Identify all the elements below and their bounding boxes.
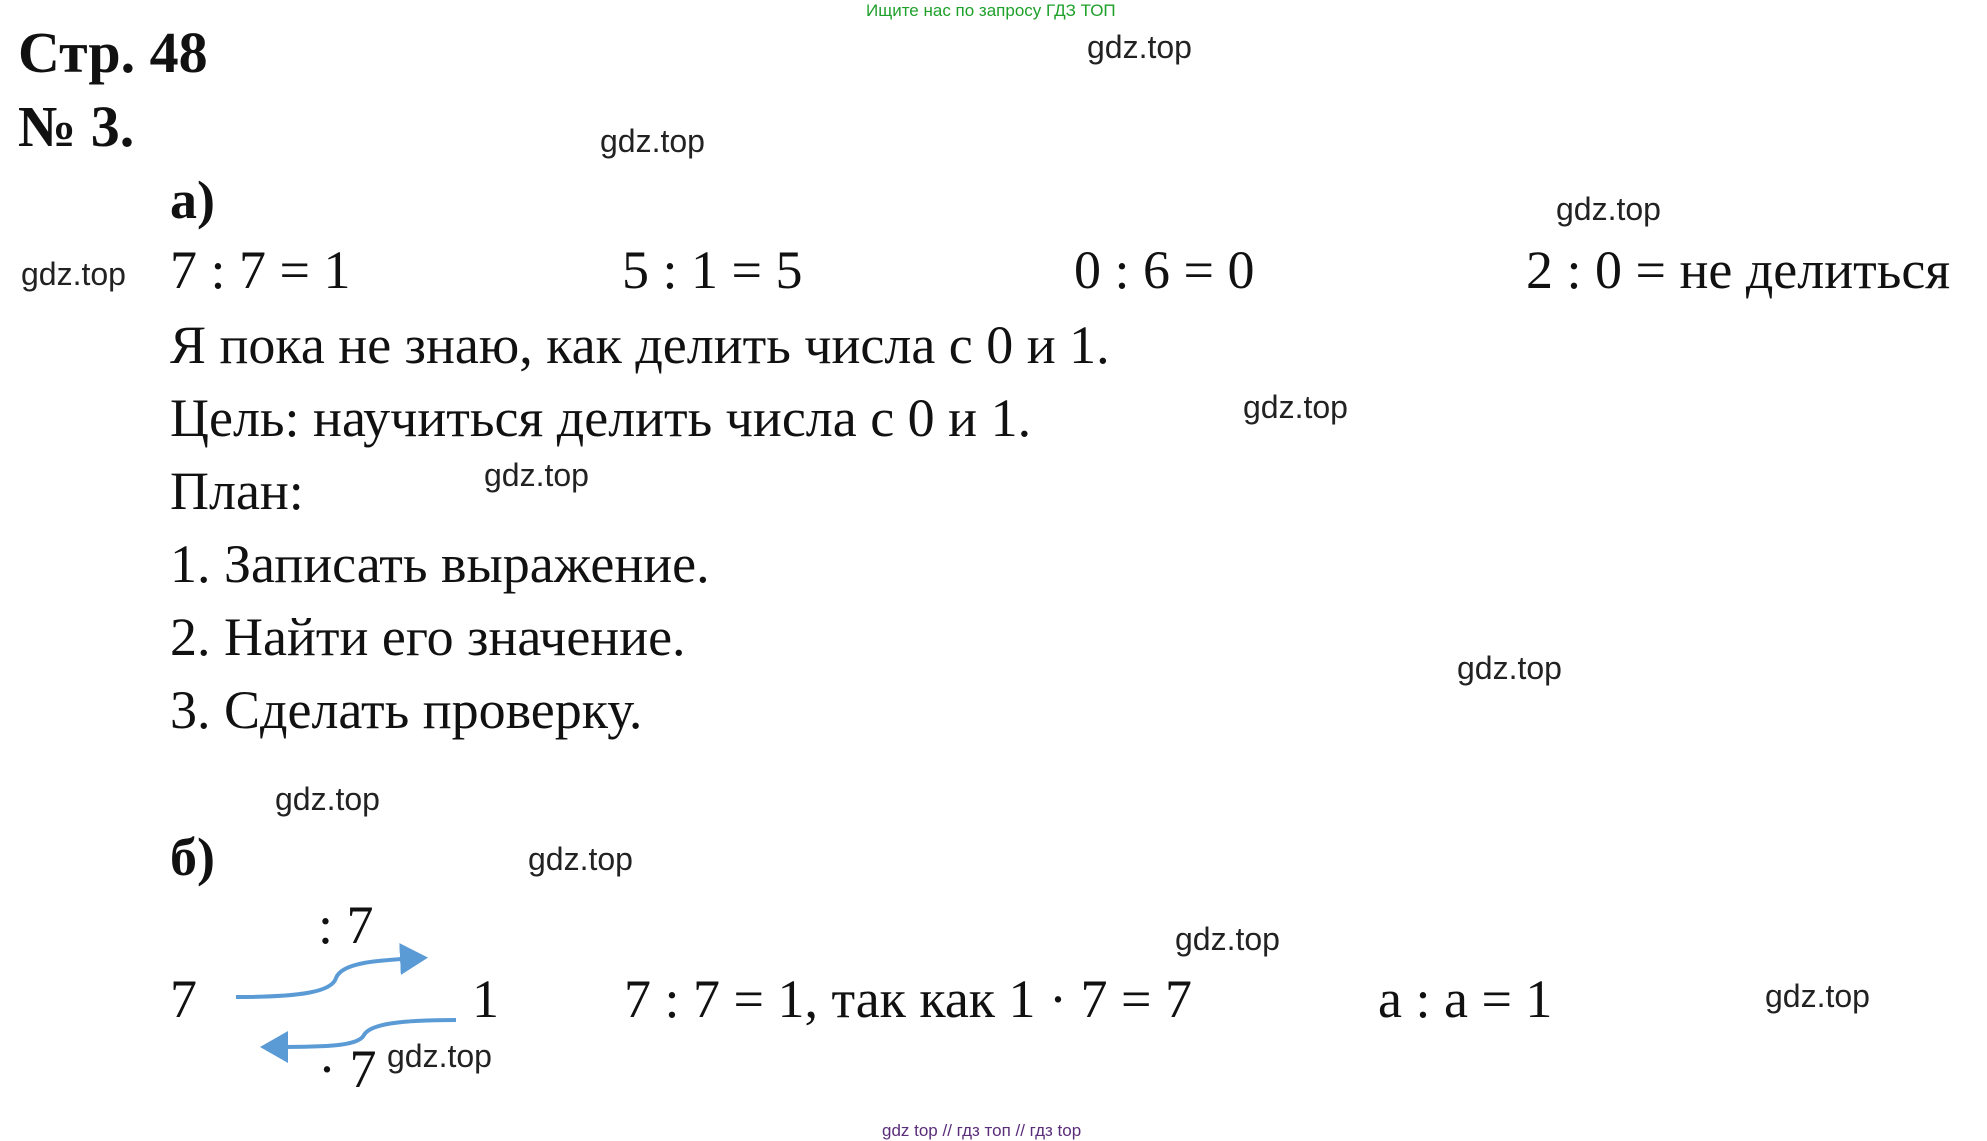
watermark: gdz.top [1556,191,1661,227]
explanation: 7 : 7 = 1, так как 1 · 7 = 7 [624,969,1192,1029]
equation-a-4: 2 : 0 = не делиться [1526,240,1951,300]
plan-step-3: 3. Сделать проверку. [170,680,643,740]
watermark: gdz.top [1243,389,1348,425]
watermark: gdz.top [484,457,589,493]
bottom-operation: · 7 [318,1039,377,1099]
text-line-1: Я пока не знаю, как делить числа с 0 и 1. [170,315,1110,375]
equation-a-2: 5 : 1 = 5 [622,240,803,300]
watermark: gdz.top [528,841,633,877]
rule: а : а = 1 [1378,969,1553,1029]
watermark: gdz.top [1457,650,1562,686]
watermark: gdz.top [21,256,126,292]
plan-step-2: 2. Найти его значение. [170,607,686,667]
top-banner: Ищите нас по запросу ГДЗ ТОП [866,1,1116,20]
part-a-label: а) [170,170,215,230]
watermark: gdz.top [600,123,705,159]
part-b-label: б) [170,827,215,887]
right-number: 1 [472,969,499,1029]
equation-a-1: 7 : 7 = 1 [170,240,351,300]
watermark: gdz.top [1175,921,1280,957]
text-line-2: Цель: научиться делить числа с 0 и 1. [170,388,1032,448]
page-label: Стр. 48 [18,20,208,85]
watermark: gdz.top [1765,978,1870,1014]
watermark: gdz.top [1087,29,1192,65]
watermark: gdz.top [275,781,380,817]
footer-text: gdz top // гдз топ // гдз top [882,1121,1082,1140]
plan-step-1: 1. Записать выражение. [170,534,710,594]
left-number: 7 [170,969,197,1029]
task-label: № 3. [18,94,135,159]
watermark: gdz.top [387,1038,492,1074]
top-operation: : 7 [318,895,374,955]
forward-arrow [236,958,420,997]
plan-heading: План: [170,461,304,521]
equation-a-3: 0 : 6 = 0 [1074,240,1255,300]
